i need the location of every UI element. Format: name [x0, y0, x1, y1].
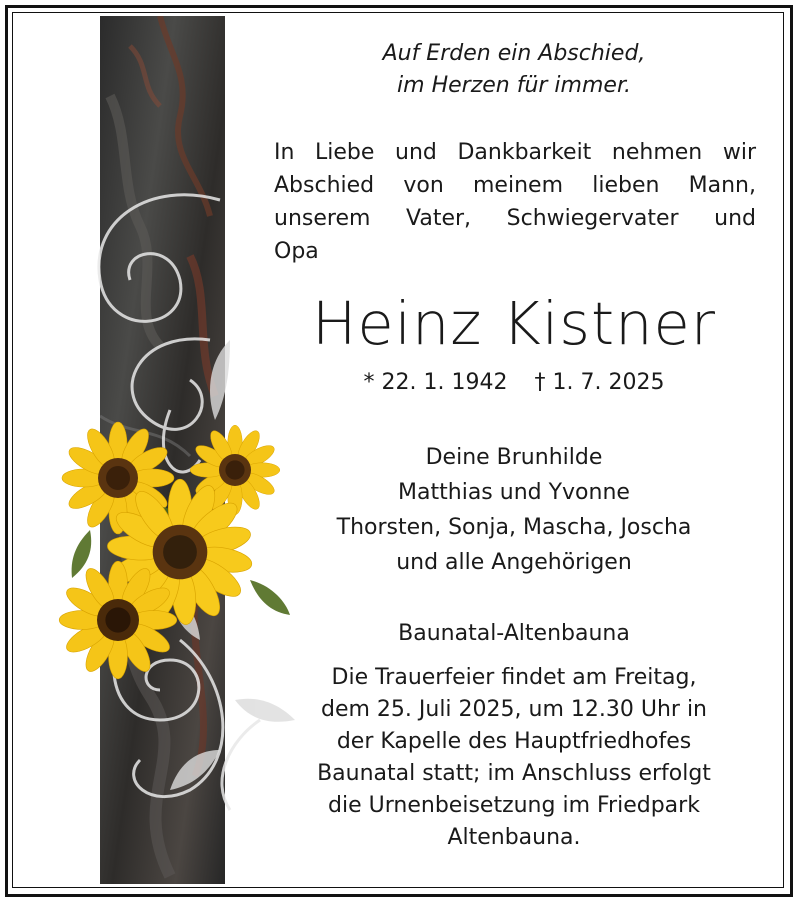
service-line: Baunatal statt; im Anschluss erfolgt	[317, 761, 711, 786]
service-line: Altenbauna.	[447, 825, 581, 850]
birth-date: * 22. 1. 1942	[363, 370, 508, 395]
service-info	[268, 662, 760, 854]
intro-line: Abschied von meinem lieben Mann,	[274, 173, 756, 198]
death-date: † 1. 7. 2025	[534, 370, 665, 395]
service-line: die Urnenbeisetzung im Friedpark	[328, 793, 700, 818]
service-line: Die Trauerfeier findet am Freitag,	[331, 665, 697, 690]
motto	[268, 38, 760, 102]
intro-line: unserem Vater, Schwiegervater und	[274, 206, 756, 231]
service-line: der Kapelle des Hauptfriedhofes	[336, 729, 692, 754]
mourners-list	[268, 440, 760, 580]
mourner-line: Thorsten, Sonja, Mascha, Joscha	[336, 515, 692, 540]
life-dates	[268, 368, 760, 398]
mourner-line: und alle Angehörigen	[396, 550, 632, 575]
place: Baunatal-Altenbauna	[398, 621, 630, 646]
intro-line: In Liebe und Dankbarkeit nehmen wir	[274, 140, 756, 165]
mourner-line: Deine Brunhilde	[425, 445, 603, 470]
deceased-name: Heinz Kistner	[311, 289, 717, 358]
motto-line: Auf Erden ein Abschied,	[382, 41, 646, 66]
mourner-line: Matthias und Yvonne	[398, 480, 630, 505]
service-line: dem 25. Juli 2025, um 12.30 Uhr in	[320, 697, 707, 722]
intro-text	[274, 136, 756, 268]
motto-line: im Herzen für immer.	[397, 73, 631, 98]
intro-line: Opa	[274, 239, 319, 264]
